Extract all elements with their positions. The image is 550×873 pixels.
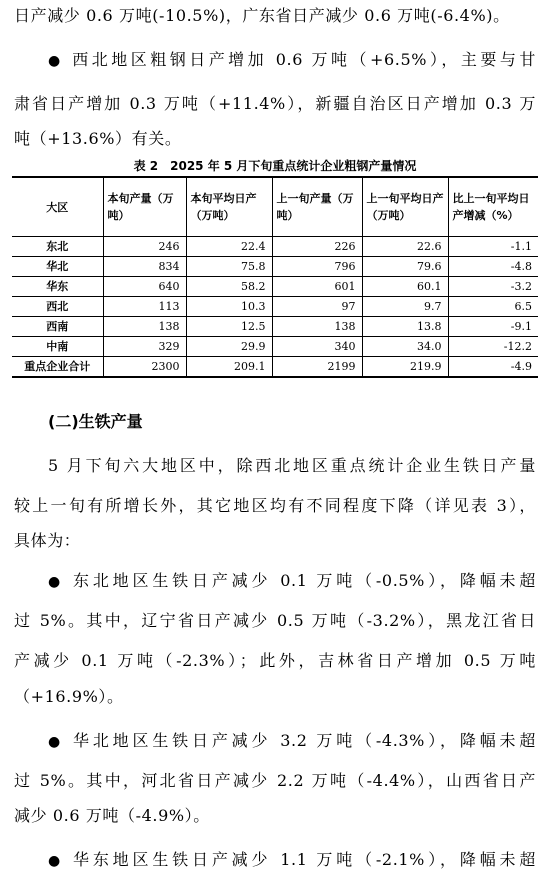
cell-current-avg: 58.2	[186, 277, 272, 297]
paragraph-line: （+16.9%）。	[14, 687, 124, 706]
header-prev-output: 上一旬产量（万吨）	[272, 177, 362, 237]
cell-prev-output: 601	[272, 277, 362, 297]
crude-steel-table	[12, 176, 538, 378]
cell-current-output: 329	[103, 337, 186, 357]
cell-current-output: 246	[103, 237, 186, 257]
cell-current-output: 640	[103, 277, 186, 297]
header-change: 比上一旬平均日产增减（%）	[448, 177, 538, 237]
cell-prev-output: 340	[272, 337, 362, 357]
table-row	[12, 237, 538, 257]
cell-prev-output: 796	[272, 257, 362, 277]
cell-current-avg: 12.5	[186, 317, 272, 337]
cell-prev-avg: 79.6	[362, 257, 448, 277]
table-caption: 表 2 2025 年 5 月下旬重点统计企业粗钢产量情况	[133, 159, 417, 173]
cell-prev-avg: 13.8	[362, 317, 448, 337]
table-row	[12, 317, 538, 337]
cell-current-output: 138	[103, 317, 186, 337]
cell-region: 西南	[12, 317, 103, 337]
cell-change: -3.2	[448, 277, 538, 297]
cell-prev-avg: 219.9	[362, 357, 448, 378]
cell-current-output: 113	[103, 297, 186, 317]
bullet-paragraph-line	[48, 730, 536, 753]
table-total-row	[12, 357, 538, 378]
cell-prev-output: 97	[272, 297, 362, 317]
cell-current-avg: 75.8	[186, 257, 272, 277]
header-current-avg: 本旬平均日产（万吨）	[186, 177, 272, 237]
bullet-text: 华东地区生铁日产减少 1.1 万吨（-2.1%），降幅未超	[72, 850, 536, 869]
cell-region: 重点企业合计	[12, 357, 103, 378]
paragraph-line: 减少 0.6 万吨（-4.9%）。	[14, 806, 210, 825]
paragraph-line: 产减少 0.1 万吨（-2.3%）；此外，吉林省日产增加 0.5 万吨	[14, 651, 536, 670]
table-header-row	[12, 177, 538, 237]
header-current-output: 本旬产量（万吨）	[103, 177, 186, 237]
header-prev-avg: 上一旬平均日产（万吨）	[362, 177, 448, 237]
bullet-icon: ●	[48, 53, 64, 69]
bullet-paragraph-line	[48, 570, 536, 593]
cell-current-output: 2300	[103, 357, 186, 378]
bullet-icon: ●	[48, 853, 65, 869]
cell-region: 西北	[12, 297, 103, 317]
table-row	[12, 337, 538, 357]
paragraph-line: 日产减少 0.6 万吨(-10.5%)，广东省日产减少 0.6 万吨(-6.4%)。	[14, 6, 510, 25]
cell-prev-output: 2199	[272, 357, 362, 378]
header-region: 大区	[12, 177, 103, 237]
paragraph-line: 具体为：	[14, 531, 81, 550]
paragraph-line: 过 5%。其中，辽宁省日产减少 0.5 万吨（-3.2%），黑龙江省日	[14, 611, 536, 630]
paragraph-line: 较上一旬有所增长外，其它地区均有不同程度下降（详见表 3），	[14, 496, 536, 515]
cell-region: 东北	[12, 237, 103, 257]
paragraph-line: 过 5%。其中，河北省日产减少 2.2 万吨（-4.4%），山西省日产	[14, 771, 536, 790]
cell-current-avg: 29.9	[186, 337, 272, 357]
cell-current-output: 834	[103, 257, 186, 277]
bullet-text: 西北地区粗钢日产增加 0.6 万吨（+6.5%），主要与甘	[72, 50, 536, 69]
cell-prev-avg: 34.0	[362, 337, 448, 357]
cell-change: -12.2	[448, 337, 538, 357]
table-row	[12, 257, 538, 277]
bullet-text: 东北地区生铁日产减少 0.1 万吨（-0.5%），降幅未超	[72, 571, 536, 590]
cell-current-avg: 209.1	[186, 357, 272, 378]
cell-prev-avg: 60.1	[362, 277, 448, 297]
cell-current-avg: 22.4	[186, 237, 272, 257]
paragraph-line: 吨（+13.6%）有关。	[14, 129, 182, 148]
paragraph-line: 5 月下旬六大地区中，除西北地区重点统计企业生铁日产量	[48, 456, 536, 475]
table-row	[12, 277, 538, 297]
cell-region: 中南	[12, 337, 103, 357]
section-heading: (二)生铁产量	[48, 412, 143, 431]
cell-change: 6.5	[448, 297, 538, 317]
cell-change: -9.1	[448, 317, 538, 337]
cell-change: -4.9	[448, 357, 538, 378]
cell-region: 华东	[12, 277, 103, 297]
bullet-paragraph-line	[48, 849, 536, 872]
cell-change: -1.1	[448, 237, 538, 257]
cell-prev-output: 138	[272, 317, 362, 337]
cell-region: 华北	[12, 257, 103, 277]
cell-change: -4.8	[448, 257, 538, 277]
cell-prev-avg: 9.7	[362, 297, 448, 317]
cell-prev-avg: 22.6	[362, 237, 448, 257]
cell-current-avg: 10.3	[186, 297, 272, 317]
bullet-icon: ●	[48, 734, 65, 750]
paragraph-line: 肃省日产增加 0.3 万吨（+11.4%），新疆自治区日产增加 0.3 万	[14, 94, 536, 113]
bullet-text: 华北地区生铁日产减少 3.2 万吨（-4.3%），降幅未超	[72, 731, 536, 750]
bullet-paragraph-line	[48, 49, 536, 72]
cell-prev-output: 226	[272, 237, 362, 257]
table-row	[12, 297, 538, 317]
bullet-icon: ●	[48, 574, 65, 590]
